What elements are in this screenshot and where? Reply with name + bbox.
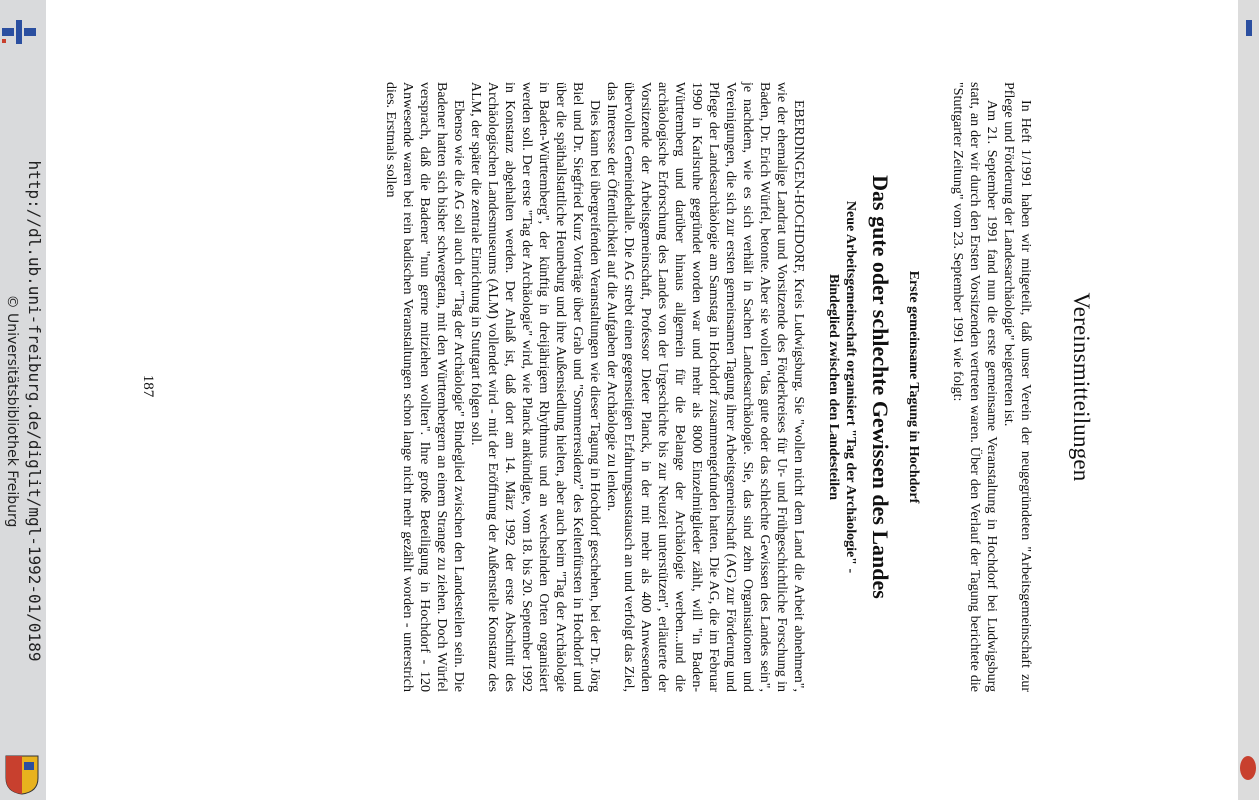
article-subhead: Neue Arbeitsgemeinschaft organisiert "Tag der Archäologie" -	[843, 200, 858, 574]
page-number: 187	[140, 374, 156, 398]
intro-paragraph-2: Am 21. September 1991 fand nun die erste gemeinsame Veranstaltung in Hochdorf bei Ludwigsburg statt, an der wir durch den Ersten Vorsitzenden vertreten waren. Über den Verlauf der Tagung berichtete die "Stuttgarter Zeitung" vom 23. September 1991 wie folgt:	[950, 82, 999, 692]
body-paragraph-3: Ebenso wie die AG soll auch der "Tag der Archäologie" Bindeglied zwischen den Landesteilen sein. Die Badener hatten sich bisher schwergetan, mit den Württembergern an einem Strange zu ziehen. Doch Würfel versprach, daß die Badener "nun gerne mitziehen wollten". Ihre große Beteiligung in Hochdorf - 120 Anwesende waren bei rein badischen Veranstaltungen schon lange nicht mehr gezählt worden - unterstrich dies. Erstmals sollen	[383, 82, 466, 692]
society-seal-icon	[2, 752, 42, 796]
scanned-page	[60, 0, 1236, 800]
spacer	[927, 82, 949, 692]
article-headline: Das gute oder schlechte Gewissen des Landes	[868, 175, 893, 599]
document-url-text[interactable]: http://dl.ub.uni-freiburg.de/diglit/mgl-1992-01/0189	[25, 160, 44, 662]
library-credit: © Universitätsbibliothek Freiburg	[4, 294, 20, 528]
right-marker-icon	[1246, 20, 1252, 36]
body-paragraph-1: EBERDINGEN-HOCHDORF, Kreis Ludwigsburg. Sie "wollen nicht dem Land die Arbeit abnehmen", wie der ehemalige Landrat und Vorsitzende des Förderkreises für Ur- und Frühgeschichtliche Forschung in Baden, Dr. Erich Würfel, betonte. Aber sie wollen "das gute oder das schlechte Gewissen des Landes sein", je nachdem, wie es sich verhält in Sachen Landesarchäologie. Sie, das sind zehn Organisationen und Vereinigungen, die sich zur ersten gemeinsamen Tagung ihrer Arbeitsgemeinschaft (AG) zur Förderung und Pflege der Landesarchäologie am Samstag in Hochdorf zusammengefunden hatten. Die AG, die im Februar 1990 in Karlsruhe gegründet worden war und mehr als 8000 Einzelmitglieder zählt, will "in Baden-Württemberg und darüber hinaus allgemein für die Belange der Archäologie werben...und die archäologische Erforschung des Landes von der Urgeschichte bis zur Neuzeit unterstützen", erläuterte der Vorsitzende der Arbeitsgemeinschaft, Professor Dieter Planck, in der mit mehr als 400 Anwesenden übervollen Gemeindehalle. Die AG strebt einen gegenseitigen Erfahrungsaustausch an und verfolgt das Ziel, das Interesse der Öffentlichkeit auf die Aufgaben der Archäologie zu lenken.	[604, 82, 806, 692]
intro-paragraph-1: In Heft 1/1991 haben wir mitgeteilt, daß unser Verein der neugegründeten "Arbeitsgemeinschaft zur Pflege und Förderung der Landesarchäologie" beigetreten ist.	[1001, 82, 1033, 692]
rotated-page-content	[124, 6, 1144, 766]
right-seal-icon	[1240, 756, 1256, 780]
document-url[interactable]	[1, 31, 45, 791]
viewer-right-strip	[1238, 0, 1259, 800]
viewer-side-strip	[0, 0, 46, 800]
article-subhead-2: Bindeglied zwischen den Landesteilen	[826, 274, 841, 500]
article-kicker: Erste gemeinsame Tagung in Hochdorf	[906, 270, 921, 504]
body-paragraph-2: Dies kann bei übergreifenden Veranstaltungen wie dieser Tagung in Hochdorf geschehen, bei der Dr. Jörg Biel und Dr. Siegfried Kurz Vorträge über Grab und "Sommerresidenz" des Keltenfürsten in Hochdorf und über die späthallstattliche Heuneburg und ihre Außensiedlung hielten, aber auch beim "Tag der Archäologie in Baden-Württemberg", der künftig in dreijährigem Rhythmus und an wechselnden Orten organisiert werden soll. Der erste "Tag der Archäologie" wird, wie Planck ankündigte, vom 18. bis 20. September 1992 in Konstanz abgehalten werden. Der Anlaß ist, daß dort am 14. März 1992 der erste Abschnitt des Archäologischen Landesmuseums (ALM) vollendet wird - mit der Eröffnung der Außenstelle Konstanz des ALM, der später die zentrale Einrichtung in Stuttgart folgen soll.	[468, 82, 602, 692]
section-title: Vereinsmitteilungen	[1069, 292, 1094, 482]
